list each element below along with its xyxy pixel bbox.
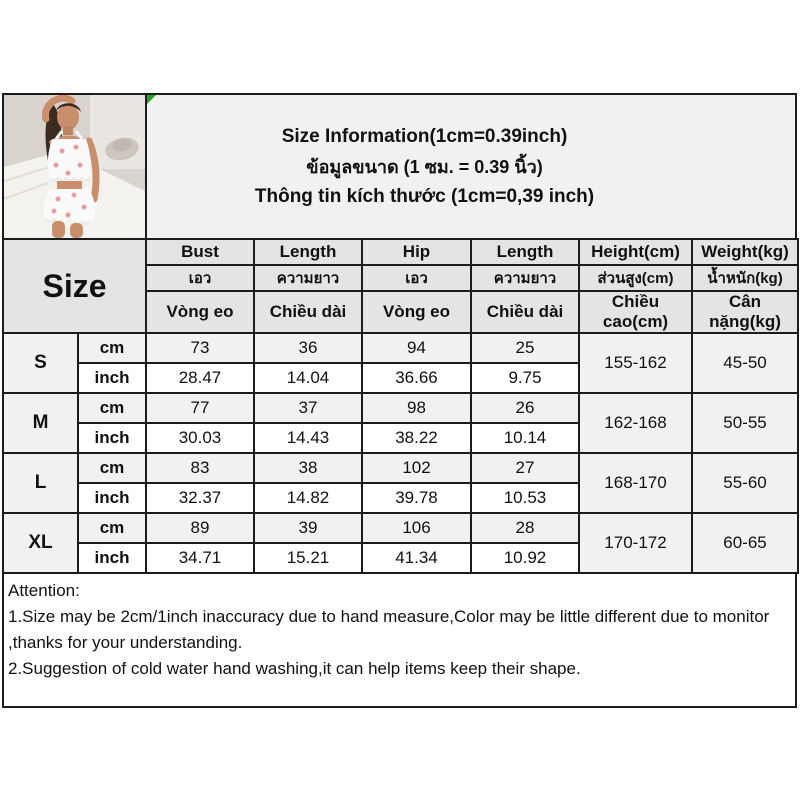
cell-s-length-inch: 14.04: [254, 363, 362, 393]
cell-s-height: 155-162: [579, 333, 692, 393]
size-label-l: L: [3, 453, 78, 513]
unit-label-cm: cm: [78, 513, 146, 543]
cell-l-hip-cm: 102: [362, 453, 471, 483]
product-photo: [4, 95, 147, 238]
col-header-height-en: Height(cm): [579, 239, 692, 265]
col-header-length2-th: ความยาว: [471, 265, 579, 291]
size-label-m: M: [3, 393, 78, 453]
unit-label-cm: cm: [78, 453, 146, 483]
cell-m-bust-inch: 30.03: [146, 423, 254, 453]
col-header-height-th: ส่วนสูง(cm): [579, 265, 692, 291]
size-label-s: S: [3, 333, 78, 393]
unit-label-inch: inch: [78, 363, 146, 393]
row-xl-cm: [3, 513, 798, 543]
col-header-weight-en: Weight(kg): [692, 239, 798, 265]
header-row-en: [3, 239, 798, 265]
title-thai: ข้อมูลขนาด (1 ซม. = 0.39 นิ้ว): [306, 156, 543, 177]
unit-label-inch: inch: [78, 543, 146, 573]
pajama-set-model-photo: [4, 95, 145, 238]
cell-l-weight: 55-60: [692, 453, 798, 513]
cell-l-length-inch: 14.82: [254, 483, 362, 513]
cell-m-length-inch: 14.43: [254, 423, 362, 453]
cell-xl-bust-cm: 89: [146, 513, 254, 543]
attention-line-2: 2.Suggestion of cold water hand washing,it can help items keep their shape.: [8, 659, 581, 678]
cell-m-length-cm: 37: [254, 393, 362, 423]
cell-s-length-cm: 36: [254, 333, 362, 363]
col-header-weight-th: น้ำหนัก(kg): [692, 265, 798, 291]
unit-label-inch: inch: [78, 423, 146, 453]
cell-l-bust-cm: 83: [146, 453, 254, 483]
col-header-length2-en: Length: [471, 239, 579, 265]
cell-l-hip-inch: 39.78: [362, 483, 471, 513]
title-vietnamese: Thông tin kích thước (1cm=0,39 inch): [254, 185, 595, 207]
size-chart-panel: [2, 93, 797, 708]
row-m-cm: [3, 393, 798, 423]
col-header-weight-vi: Cân nặng(kg): [692, 291, 798, 333]
cell-s-bust-cm: 73: [146, 333, 254, 363]
attention-heading: Attention:: [8, 581, 80, 600]
size-label-xl: XL: [3, 513, 78, 573]
col-header-hip-vi: Vòng eo: [362, 291, 471, 333]
cell-l-length2-cm: 27: [471, 453, 579, 483]
cell-xl-length-cm: 39: [254, 513, 362, 543]
col-header-hip-en: Hip: [362, 239, 471, 265]
cell-m-hip-inch: 38.22: [362, 423, 471, 453]
cell-m-height: 162-168: [579, 393, 692, 453]
cell-s-bust-inch: 28.47: [146, 363, 254, 393]
green-corner-flag-icon: [147, 95, 156, 104]
col-header-height-vi: Chiều cao(cm): [579, 291, 692, 333]
row-l-cm: [3, 453, 798, 483]
cell-xl-length2-inch: 10.92: [471, 543, 579, 573]
size-table: [2, 238, 799, 574]
cell-xl-hip-cm: 106: [362, 513, 471, 543]
size-table-corner-label: Size: [3, 239, 146, 333]
unit-label-inch: inch: [78, 483, 146, 513]
title-panel: [147, 95, 795, 238]
cell-s-length2-inch: 9.75: [471, 363, 579, 393]
cell-l-bust-inch: 32.37: [146, 483, 254, 513]
cell-xl-bust-inch: 34.71: [146, 543, 254, 573]
cell-xl-length2-cm: 28: [471, 513, 579, 543]
cell-m-length2-cm: 26: [471, 393, 579, 423]
col-header-length-vi: Chiều dài: [254, 291, 362, 333]
col-header-bust-en: Bust: [146, 239, 254, 265]
cell-s-hip-inch: 36.66: [362, 363, 471, 393]
unit-label-cm: cm: [78, 333, 146, 363]
cell-xl-height: 170-172: [579, 513, 692, 573]
cell-s-length2-cm: 25: [471, 333, 579, 363]
cell-s-hip-cm: 94: [362, 333, 471, 363]
title-english: Size Information(1cm=0.39inch): [281, 125, 568, 147]
row-s-cm: [3, 333, 798, 363]
cell-m-hip-cm: 98: [362, 393, 471, 423]
cell-m-bust-cm: 77: [146, 393, 254, 423]
col-header-length-th: ความยาว: [254, 265, 362, 291]
cell-l-length-cm: 38: [254, 453, 362, 483]
col-header-length-en: Length: [254, 239, 362, 265]
col-header-bust-vi: Vòng eo: [146, 291, 254, 333]
cell-xl-hip-inch: 41.34: [362, 543, 471, 573]
cell-xl-length-inch: 15.21: [254, 543, 362, 573]
cell-l-length2-inch: 10.53: [471, 483, 579, 513]
cell-l-height: 168-170: [579, 453, 692, 513]
col-header-bust-th: เอว: [146, 265, 254, 291]
col-header-length2-vi: Chiều dài: [471, 291, 579, 333]
unit-label-cm: cm: [78, 393, 146, 423]
cell-s-weight: 45-50: [692, 333, 798, 393]
attention-note: [2, 574, 797, 708]
top-strip: [2, 93, 797, 238]
cell-xl-weight: 60-65: [692, 513, 798, 573]
col-header-hip-th: เอว: [362, 265, 471, 291]
cell-m-length2-inch: 10.14: [471, 423, 579, 453]
attention-line-1: 1.Size may be 2cm/1inch inaccuracy due to hand measure,Color may be little different due to monitor ,thanks for your understanding.: [8, 607, 770, 652]
cell-m-weight: 50-55: [692, 393, 798, 453]
